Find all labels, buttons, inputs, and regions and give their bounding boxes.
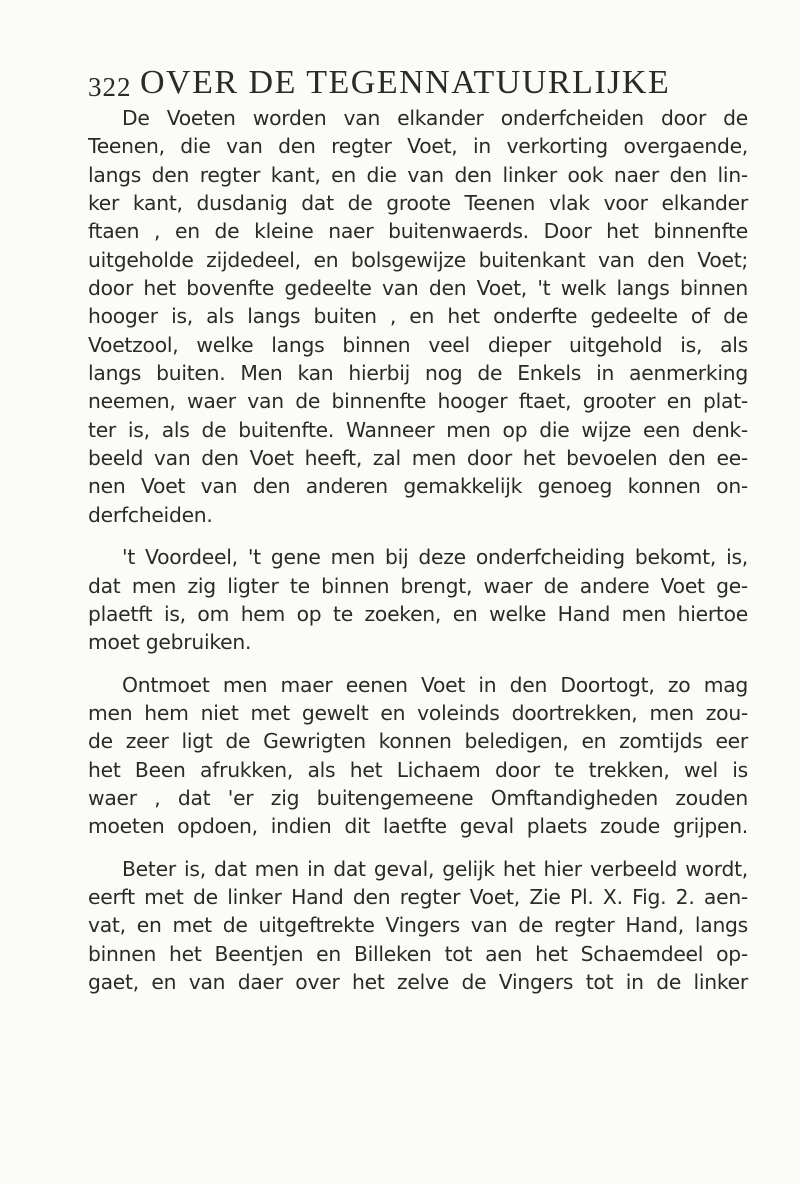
text-line: hooger is, als langs buiten , en het onderfte gedeelte of de [88, 304, 748, 329]
paragraph [88, 104, 748, 529]
page-number: 322 [88, 72, 132, 102]
page-header [88, 64, 728, 104]
text-line: de zeer ligt de Gewrigten konnen beledigen, en zomtijds eer [88, 729, 748, 754]
text-line: langs buiten. Men kan hierbij nog de Enkels in aenmerking [88, 361, 748, 386]
text-line: ftaen , en de kleine naer buitenwaerds. Door het binnenfte [88, 219, 748, 244]
text-line: moet gebruiken. [88, 630, 252, 655]
text-line: door het bovenfte gedeelte van den Voet, 't welk langs binnen [88, 276, 748, 301]
text-line: men hem niet met gewelt en voleinds doortrekken, men zou- [88, 700, 748, 725]
text-line: ter is, als de buitenfte. Wanneer men op die wijze een denk- [88, 417, 748, 442]
text-line: binnen het Beentjen en Billeken tot aen het Schaemdeel op- [88, 941, 748, 966]
text-line: ker kant, dusdanig dat de groote Teenen vlak voor elkander [88, 191, 748, 216]
text-line: derfcheiden. [88, 502, 213, 527]
text-line: Voetzool, welke langs binnen veel dieper uitgehold is, als [88, 332, 748, 357]
text-line: eerft met de linker Hand den regter Voet, Zie Pl. X. Fig. 2. aen- [88, 884, 748, 909]
text-line: Ontmoet men maer eenen Voet in den Doortogt, zo mag [122, 672, 748, 697]
text-line: gaet, en van daer over het zelve de Vingers tot in de linker [88, 969, 748, 994]
text-line: uitgeholde zijdedeel, en bolsgewijze buitenkant van den Voet; [88, 247, 748, 272]
text-line: nen Voet van den anderen gemakkelijk genoeg konnen on- [88, 474, 748, 499]
text-line: dat men zig ligter te binnen brengt, waer de andere Voet ge- [88, 573, 748, 598]
paragraph [88, 855, 748, 997]
body-text [88, 104, 748, 996]
text-line: moeten opdoen, indien dit laetfte geval plaets zoude grijpen. [88, 814, 748, 839]
text-line: het Been afrukken, als het Lichaem door te trekken, wel is [88, 757, 748, 782]
text-line: waer , dat 'er zig buitengemeene Omftandigheden zouden [88, 785, 748, 810]
text-line: neemen, waer van de binnenfte hooger ftaet, grooter en plat- [88, 389, 748, 414]
text-line: 't Voordeel, 't gene men bij deze onderfcheiding bekomt, is, [122, 545, 748, 570]
running-head: OVER DE TEGENNATUURLIJKE [140, 64, 671, 101]
text-line: Beter is, dat men in dat geval, gelijk het hier verbeeld wordt, [122, 856, 748, 881]
text-line: vat, en met de uitgeftrekte Vingers van de regter Hand, langs [88, 913, 748, 938]
text-line: De Voeten worden van elkander onderfcheiden door de [122, 106, 748, 130]
paragraph [88, 543, 748, 656]
paragraph [88, 671, 748, 841]
text-line: Teenen, die van den regter Voet, in verkorting overgaende, [88, 134, 748, 159]
text-line: langs den regter kant, en die van den linker ook naer den lin- [88, 162, 748, 187]
text-line: plaetft is, om hem op te zoeken, en welke Hand men hiertoe [88, 601, 748, 626]
text-line: beeld van den Voet heeft, zal men door het bevoelen den ee- [88, 446, 748, 471]
